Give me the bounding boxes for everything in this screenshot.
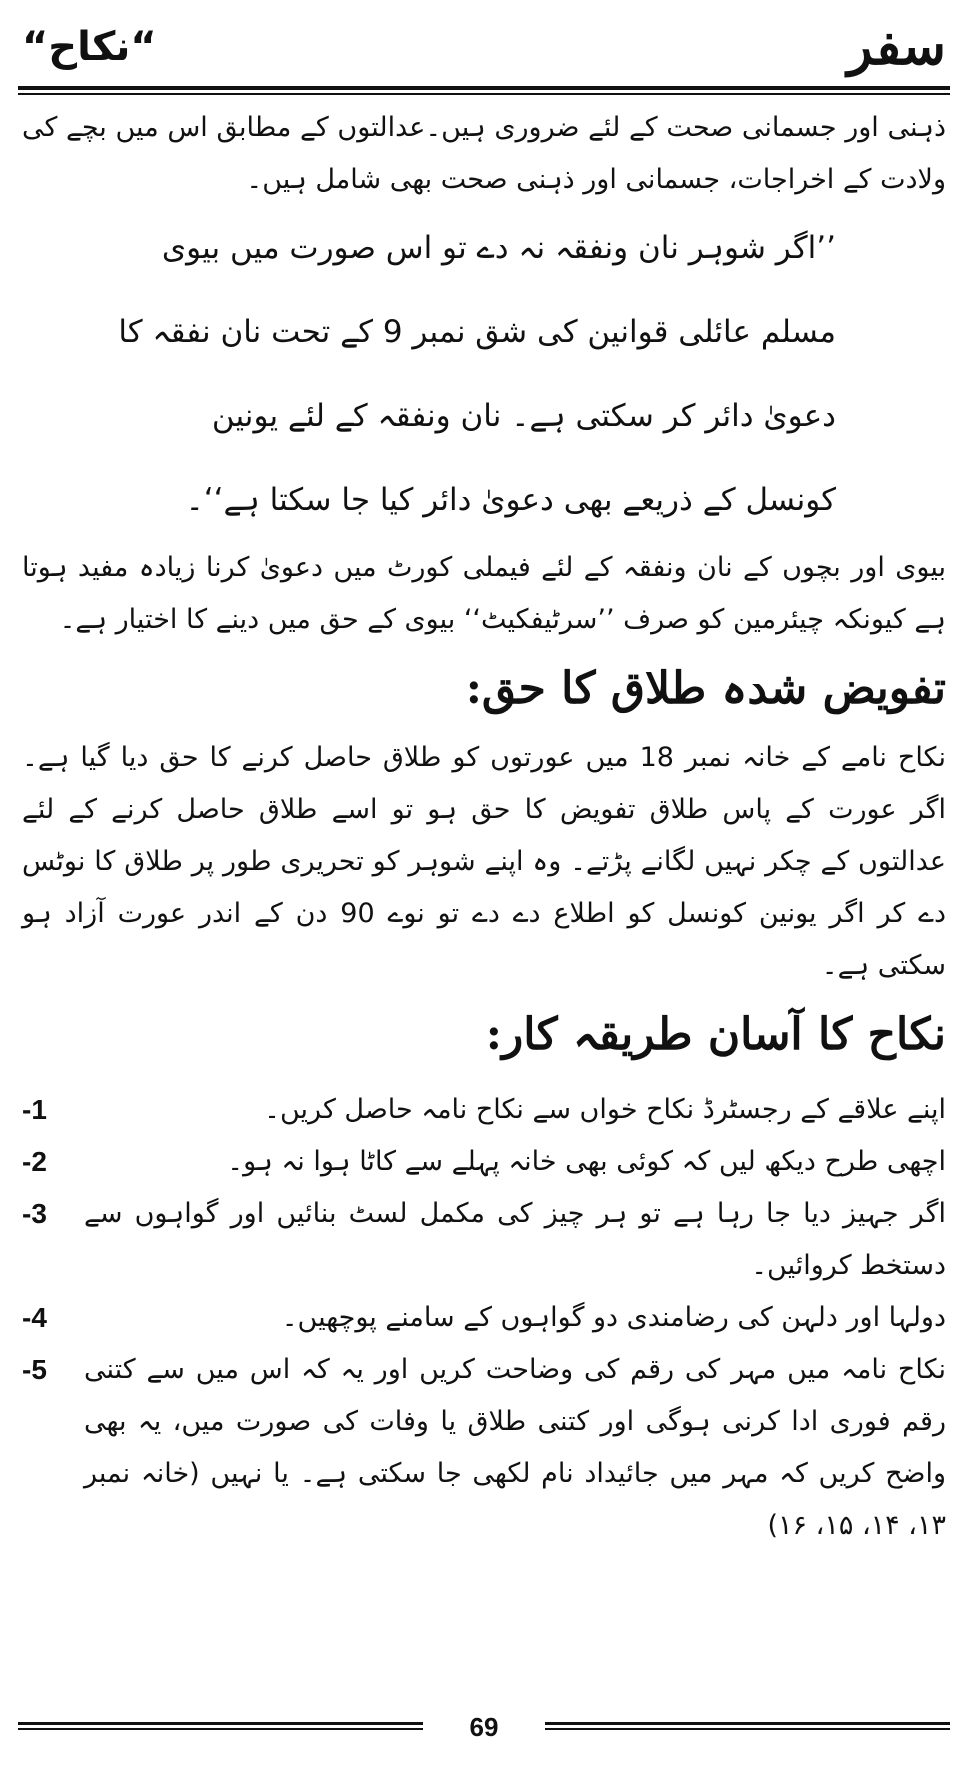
procedure-step — [22, 1084, 946, 1136]
header-rule-thin — [18, 93, 950, 95]
procedure-steps-list — [22, 1084, 946, 1552]
procedure-step — [22, 1292, 946, 1344]
footer-rule-right — [545, 1722, 950, 1725]
step-number: -4 — [22, 1302, 47, 1333]
page-footer — [18, 1712, 950, 1752]
step-text: اگر جہیز دیا جا رہا ہے تو ہر چیز کی مکمل لسٹ بنائیں اور گواہوں سے دستخط کروائیں۔ — [84, 1198, 946, 1281]
step-text: اچھی طرح دیکھ لیں کہ کوئی بھی خانہ پہلے سے کاٹا ہوا نہ ہو۔ — [227, 1146, 946, 1177]
divorce-right-paragraph: نکاح نامے کے خانہ نمبر 18 میں عورتوں کو طلاق حاصل کرنے کا حق دیا گیا ہے۔ اگر عورت کے پاس طلاق تفویض کا حق ہو تو اسے طلاق حاصل کرنے کے لئے عدالتوں کے چکر نہیں لگانے پڑتے۔ وہ اپنے شوہر کو تحریری طور پر طلاق کا نوٹس دے کر اگر یونین کونسل کو اطلاع دے دے تو نوے 90 دن کے اندر عورت آزاد ہو سکتی ہے۔ — [22, 742, 946, 981]
step-text: اپنے علاقے کے رجسٹرڈ نکاح خواں سے نکاح نامہ حاصل کریں۔ — [264, 1094, 946, 1125]
step-number: -2 — [22, 1146, 47, 1177]
block-quote: ’’اگر شوہر نان ونفقہ نہ دے تو اس صورت میں بیوی مسلم عائلی قوانین کی شق نمبر 9 کے تحت نان نفقہ کا دعویٰ دائر کر سکتی ہے۔ نان ونفقہ کے لئے یونین کونسل کے ذریعے بھی دعویٰ دائر کیا جا سکتا ہے‘‘۔ — [118, 230, 836, 518]
step-number: -5 — [22, 1354, 47, 1385]
step-text: نکاح نامہ میں مہر کی رقم کی وضاحت کریں اور یہ کہ اس میں سے کتنی رقم فوری ادا کرنی ہوگی اور کتنی طلاق یا وفات کی صورت میں، یہ بھی واضح کریں کہ مہر میں جائیداد نام لکھی جا سکتی ہے۔ یا نہیں (خانہ نمبر ۱۳، ۱۴، ۱۵، ۱۶) — [84, 1354, 946, 1541]
section-heading-divorce-right: تفویض شدہ طلاق کا حق: — [465, 663, 946, 714]
intro-paragraph: ذہنی اور جسمانی صحت کے لئے ضروری ہیں۔عدالتوں کے مطابق اس میں بچے کی ولادت کے اخراجات، جسمانی اور ذہنی صحت بھی شامل ہیں۔ — [22, 112, 946, 195]
footer-rule-right-thin — [545, 1728, 950, 1730]
procedure-step — [22, 1188, 946, 1292]
step-number: -1 — [22, 1094, 47, 1125]
family-court-paragraph: بیوی اور بچوں کے نان ونفقہ کے لئے فیملی کورٹ میں دعویٰ کرنا زیادہ مفید ہوتا ہے کیونکہ چیئرمین کو صرف ’’سرٹیفکیٹ‘‘ بیوی کے حق میں دینے کا اختیار ہے۔ — [22, 552, 946, 635]
step-text: دولہا اور دلہن کی رضامندی دو گواہوں کے سامنے پوچھیں۔ — [281, 1302, 946, 1333]
procedure-step — [22, 1136, 946, 1188]
section-heading-nikah-procedure: نکاح کا آسان طریقہ کار: — [485, 1009, 946, 1060]
header-rule-thick — [18, 86, 950, 90]
running-header — [18, 14, 950, 84]
page-content — [22, 102, 946, 1552]
step-number: -3 — [22, 1198, 47, 1229]
procedure-step — [22, 1344, 946, 1552]
chapter-title: “نکاح“ — [22, 24, 157, 70]
book-title: سفر — [847, 16, 946, 77]
page-number: 69 — [469, 1712, 499, 1742]
